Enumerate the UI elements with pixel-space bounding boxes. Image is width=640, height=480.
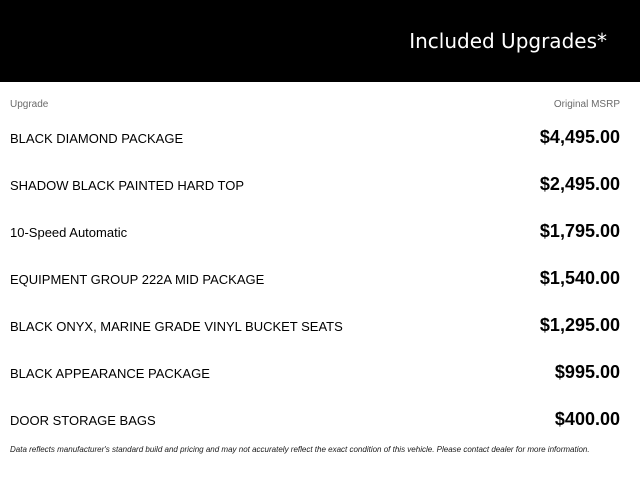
upgrade-name: BLACK ONYX, MARINE GRADE VINYL BUCKET SEATS — [10, 319, 343, 334]
upgrade-price: $995.00 — [554, 362, 620, 382]
upgrade-name: BLACK DIAMOND PACKAGE — [10, 131, 184, 146]
upgrade-price: $1,540.00 — [539, 268, 620, 288]
list-item — [10, 351, 620, 398]
page-title: Included Upgrades* — [409, 29, 607, 53]
upgrade-name: EQUIPMENT GROUP 222A MID PACKAGE — [10, 272, 265, 287]
list-item — [10, 116, 620, 163]
upgrade-price: $2,495.00 — [539, 174, 620, 194]
upgrade-price: $400.00 — [554, 409, 620, 429]
upgrade-price: $1,795.00 — [539, 221, 620, 241]
column-headers — [10, 99, 620, 113]
header-banner — [0, 0, 640, 82]
upgrade-column-header: Upgrade — [10, 99, 49, 110]
upgrade-name: 10-Speed Automatic — [10, 225, 128, 240]
disclaimer-footnote: Data reflects manufacturer's standard build and pricing and may not accurately reflect the exact condition of this vehicle. Please contact dealer for more information. — [10, 445, 590, 454]
list-item — [10, 257, 620, 304]
upgrade-price: $4,495.00 — [539, 127, 620, 147]
msrp-column-header: Original MSRP — [553, 99, 620, 110]
list-item — [10, 163, 620, 210]
upgrade-name: DOOR STORAGE BAGS — [10, 413, 156, 428]
list-item — [10, 210, 620, 257]
list-item — [10, 398, 620, 445]
upgrade-name: SHADOW BLACK PAINTED HARD TOP — [10, 178, 245, 193]
upgrade-price: $1,295.00 — [539, 315, 620, 335]
upgrade-name: BLACK APPEARANCE PACKAGE — [10, 366, 210, 381]
upgrades-list — [10, 116, 620, 445]
list-item — [10, 304, 620, 351]
